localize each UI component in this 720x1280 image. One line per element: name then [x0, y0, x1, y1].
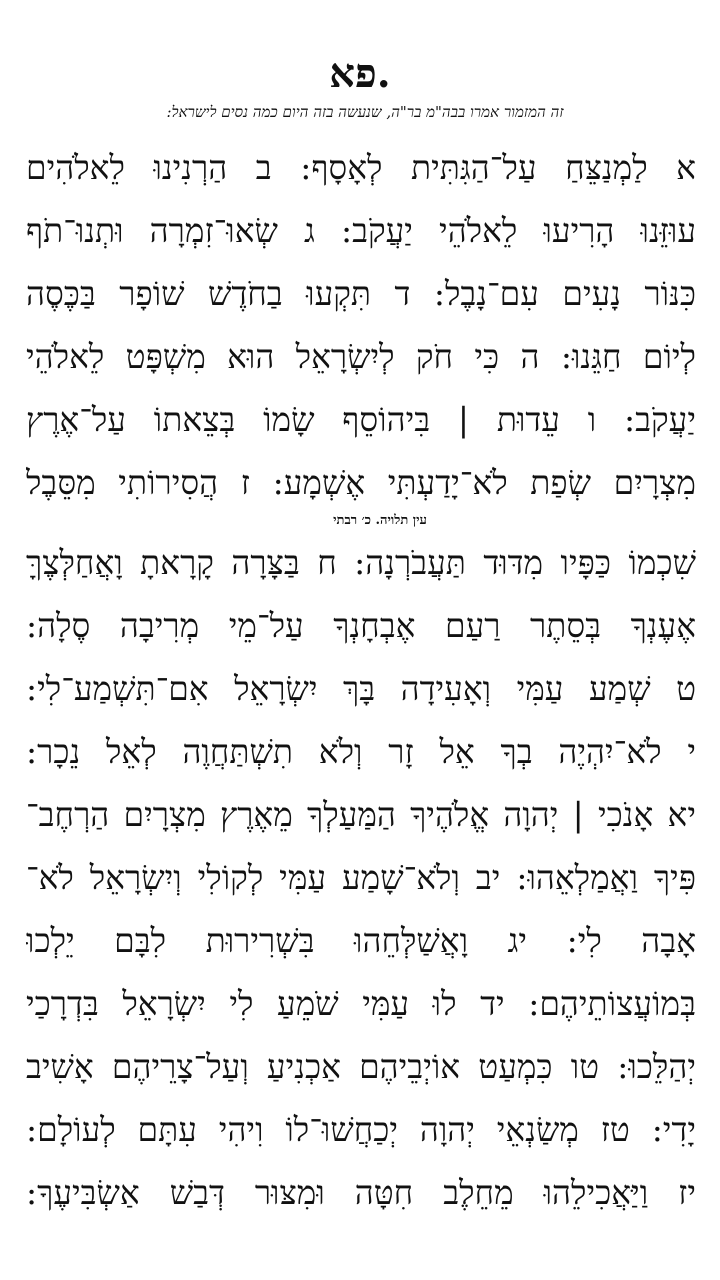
verse-line: י לֹא־יִהְיֶה בְךָ אֵל זָר וְלֹא תִשְׁתַּחֲוֶה לְאֵל נֵכָר: [26, 732, 696, 771]
verse-line: לְיוֹם חַגֵּנוּ: ה כִּי חֹק לְיִשְׂרָאֵל הוּא מִשְׁפָּט לֵאלֹהֵי [26, 337, 696, 376]
verse-line: מִצְרָיִם שְׂפַת לֹא־יָדַעְתִּי אֶשְׁמָע: ז הֲסִירוֹתִי מִסֵּבֶל [26, 463, 696, 502]
masoretic-note: עין תלויה. כ׳ רבתי [333, 513, 427, 528]
verse-line: פִּיךָ וַאֲמַלְאֵהוּ: יב וְלֹא־שָׁמַע עַמִּי לְקוֹלִי וְיִשְׂרָאֵל לֹא־ [26, 858, 696, 897]
verse-line: אֶעֶנְךָ בְּסֵתֶר רַעַם אֶבְחָנְךָ עַל־מֵי מְרִיבָה סֶלָה: [26, 606, 696, 645]
psalm-number: פא. [329, 50, 391, 97]
verse-line: ט שְׁמַע עַמִּי וְאָעִידָה בָּךְ יִשְׂרָאֵל אִם־תִּשְׁמַע־לִי: [26, 669, 696, 708]
verse-line: א לַמְנַצֵּחַ עַל־הַגִּתִּית לְאָסָף: ב הַרְנִינוּ לֵאלֹהִים [26, 148, 696, 187]
verse-line: כִּנּוֹר נָעִים עִם־נָבֶל: ד תִּקְעוּ בַחֹדֶשׁ שׁוֹפָר בַּכֶּסֶה [26, 274, 696, 313]
verse-line: יְהַלֵּכוּ: טו כִּמְעַט אוֹיְבֵיהֶם אַכְנִיעַ וְעַל־צָרֵיהֶם אָשִׁיב [26, 1047, 696, 1086]
verse-line: שִׁכְמוֹ כַּפָּיו מִדּוּד תַּעֲבֹרְנָה: ח בַּצָּרָה קָרָאתָ וָאֲחַלְּצֶךָּ [26, 543, 696, 582]
psalm-subtitle: זה המזמור אמרו בבה"מ בר"ה, שנעשה בזה היום כמה נסים לישראל: [166, 103, 564, 121]
verse-line: יָדִי: טז מְשַׂנְאֵי יְהוָה יְכַחֲשׁוּ־לוֹ וִיהִי עִתָּם לְעוֹלָם: [26, 1110, 696, 1149]
verse-line: יַעֲקֹב: ו עֵדוּת | בִּיהוֹסֵף שָׂמוֹ בְּצֵאתוֹ עַל־אֶרֶץ [26, 400, 696, 439]
verse-line: יז וַיַּאֲכִילֵהוּ מֵחֵלֶב חִטָּה וּמִצּוּר דְּבַשׁ אַשְׂבִּיעֶךָ: [26, 1173, 696, 1212]
verse-line: יא אָנֹכִי | יְהוָה אֱלֹהֶיךָ הַמַּעַלְךָ מֵאֶרֶץ מִצְרָיִם הַרְחֶב־ [26, 795, 696, 834]
verse-line: אָבָה לִי: יג וָאֲשַׁלְּחֵהוּ בִּשְׁרִירוּת לִבָּם יֵלְכוּ [26, 921, 696, 960]
verse-line: בְּמוֹעֲצוֹתֵיהֶם: יד לוּ עַמִּי שֹׁמֵעַ לִי יִשְׂרָאֵל בִּדְרָכַי [26, 984, 696, 1023]
verse-line: עוּזֵּנוּ הָרִיעוּ לֵאלֹהֵי יַעֲקֹב: ג שְׂאוּ־זִמְרָה וּתְנוּ־תֹף [26, 211, 696, 250]
